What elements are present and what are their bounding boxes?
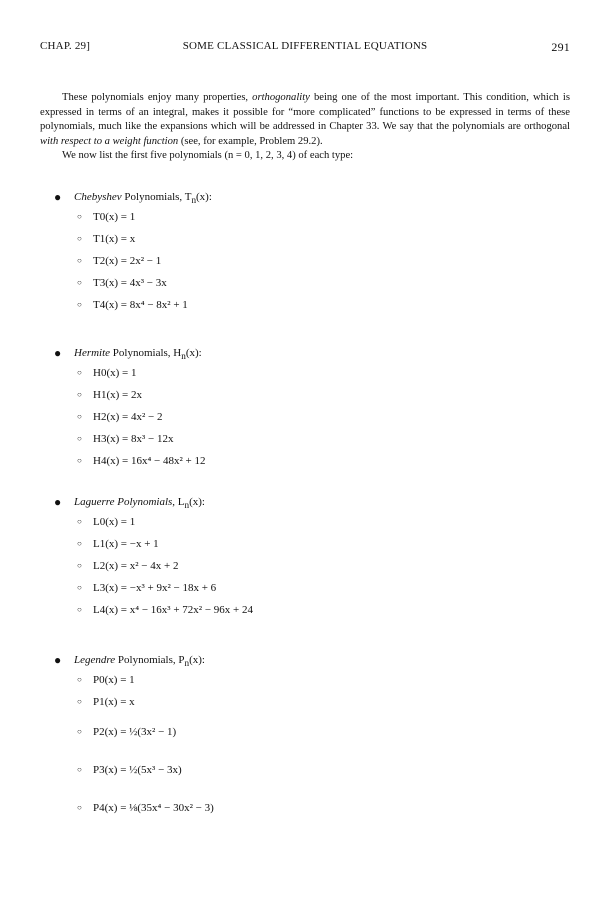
formula-item: ○ P3(x) = ½(5x³ − 3x) xyxy=(54,751,554,789)
circle-bullet-icon: ○ xyxy=(77,256,82,265)
circle-bullet-icon: ○ xyxy=(77,212,82,221)
circle-bullet-icon: ○ xyxy=(77,300,82,309)
bullet-icon: ● xyxy=(54,495,62,509)
running-header xyxy=(40,40,570,56)
circle-bullet-icon: ○ xyxy=(77,765,82,774)
circle-bullet-icon: ○ xyxy=(77,456,82,465)
intro-text xyxy=(40,91,570,164)
circle-bullet-icon: ○ xyxy=(77,583,82,592)
formula-item: ○ L4(x) = x⁴ − 16x³ + 72x² − 96x + 24 xyxy=(54,599,554,621)
section-heading: ● Laguerre Polynomials, $L_n(x)$: xyxy=(54,495,205,511)
circle-bullet-icon: ○ xyxy=(77,561,82,570)
formula-item: ○ H2(x) = 4x² − 2 xyxy=(54,406,554,428)
chapter-label: CHAP. 29] xyxy=(40,40,91,52)
circle-bullet-icon: ○ xyxy=(77,412,82,421)
intro-listing-sentence: We now list the first five polynomials (n = 0, 1, 2, 3, 4) of each type: xyxy=(62,150,354,162)
formula-item: ○ T2(x) = 2x² − 1 xyxy=(54,250,554,272)
formula-item: ○ L2(x) = x² − 4x + 2 xyxy=(54,555,554,577)
formula-item: ○ P0(x) = 1 xyxy=(54,669,554,691)
bullet-icon: ● xyxy=(54,190,62,204)
formula-item: ○ P2(x) = ½(3x² − 1) xyxy=(54,713,554,751)
formula-item: ○ P4(x) = ⅛(35x⁴ − 30x² − 3) xyxy=(54,789,554,827)
chapter-title: SOME CLASSICAL DIFFERENTIAL EQUATIONS xyxy=(182,40,428,52)
formula-item: ○ T0(x) = 1 xyxy=(54,206,554,228)
circle-bullet-icon: ○ xyxy=(77,605,82,614)
circle-bullet-icon: ○ xyxy=(77,368,82,377)
circle-bullet-icon: ○ xyxy=(77,675,82,684)
circle-bullet-icon: ○ xyxy=(77,390,82,399)
circle-bullet-icon: ○ xyxy=(77,234,82,243)
formula-item: ○ H1(x) = 2x xyxy=(54,384,554,406)
bullet-icon: ● xyxy=(54,653,62,667)
circle-bullet-icon: ○ xyxy=(77,517,82,526)
section-heading: ● Legendre Polynomials, $P_n(x)$: xyxy=(54,653,205,669)
section-legendre xyxy=(54,651,554,827)
intro-paragraph: These polynomials enjoy many properties, orthogonality being one of the most important. This condition, which is expressed in terms of an integral, makes it possible for “more complicated” functions to be expressed in terms of these polynomials, much like the expansions which will be addressed in Chapter 33. We say that the polynomials are orthogonal with respect to a weight function (see, for example, Problem 29.2). xyxy=(40,92,570,147)
circle-bullet-icon: ○ xyxy=(77,434,82,443)
formula-item: ○ T1(x) = x xyxy=(54,228,554,250)
circle-bullet-icon: ○ xyxy=(77,727,82,736)
circle-bullet-icon: ○ xyxy=(77,539,82,548)
circle-bullet-icon: ○ xyxy=(77,803,82,812)
section-heading: ● Chebyshev Polynomials, $T_n(x)$: xyxy=(54,190,212,206)
formula-item: ○ H3(x) = 8x³ − 12x xyxy=(54,428,554,450)
formula-item: ○ L3(x) = −x³ + 9x² − 18x + 6 xyxy=(54,577,554,599)
formula-item: ○ H0(x) = 1 xyxy=(54,362,554,384)
formula-item: ○ L0(x) = 1 xyxy=(54,511,554,533)
bullet-icon: ● xyxy=(54,346,62,360)
formula-item: ○ T3(x) = 4x³ − 3x xyxy=(54,272,554,294)
circle-bullet-icon: ○ xyxy=(77,278,82,287)
formula-item: ○ L1(x) = −x + 1 xyxy=(54,533,554,555)
section-heading: ● Hermite Polynomials, $H_n(x)$: xyxy=(54,346,202,362)
page-number: 291 xyxy=(551,40,570,54)
formula-item: ○ P1(x) = x xyxy=(54,691,554,713)
section-hermite xyxy=(54,344,554,472)
circle-bullet-icon: ○ xyxy=(77,697,82,706)
formula-item: ○ T4(x) = 8x⁴ − 8x² + 1 xyxy=(54,294,554,316)
section-laguerre xyxy=(54,493,554,621)
formula-item: ○ H4(x) = 16x⁴ − 48x² + 12 xyxy=(54,450,554,472)
section-chebyshev xyxy=(54,188,554,316)
